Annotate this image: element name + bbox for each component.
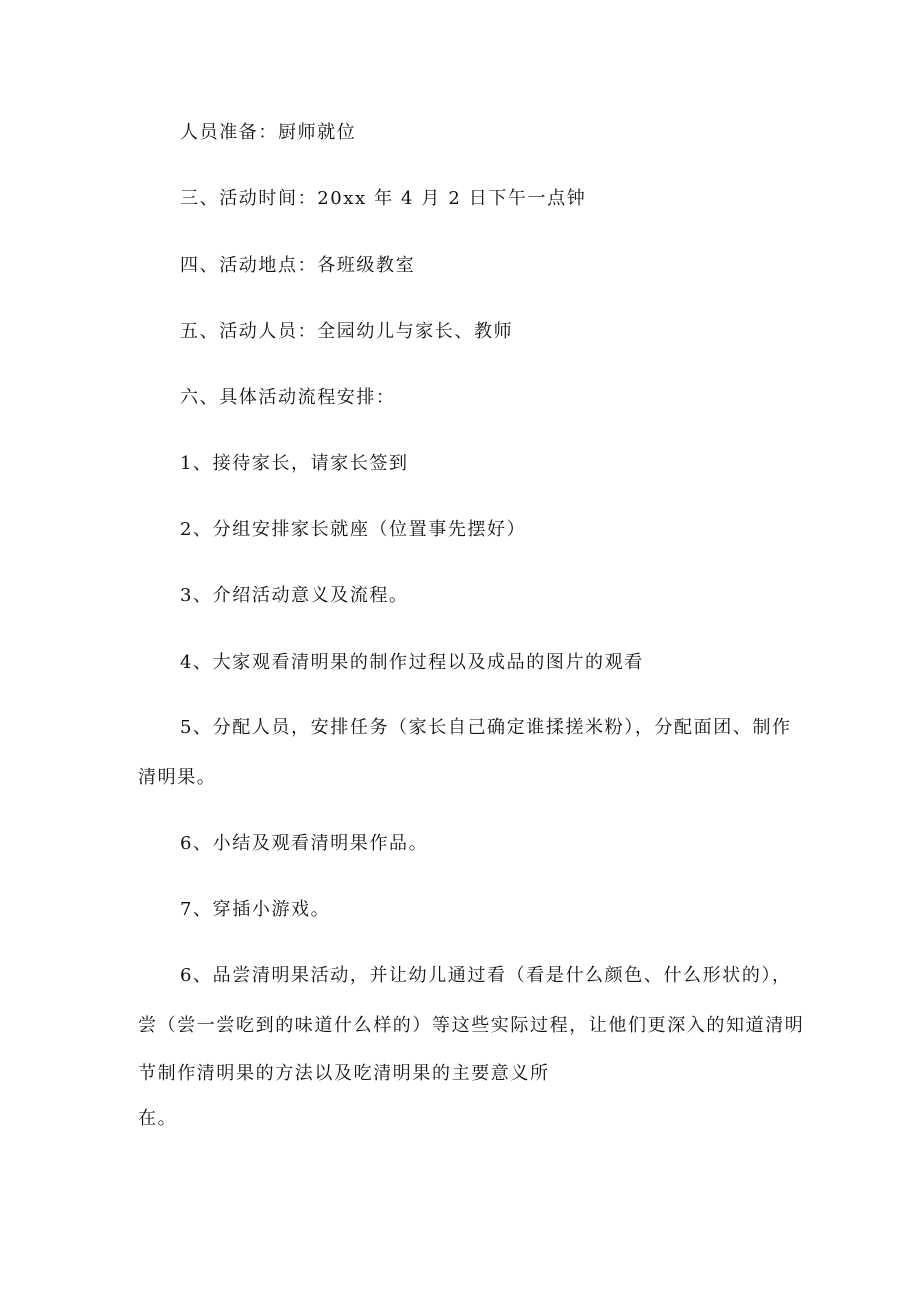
line-activity-location: 四、活动地点：各班级教室 bbox=[180, 255, 416, 276]
line-step-5-continued: 清明果。 bbox=[138, 767, 217, 788]
line-step-6: 6、小结及观看清明果作品。 bbox=[180, 833, 429, 854]
line-tasting-paragraph-2: 尝（尝一尝吃到的味道什么样的）等这些实际过程，让他们更深入的知道清明 bbox=[138, 1015, 805, 1036]
line-step-2: 2、分组安排家长就座（位置事先摆好） bbox=[180, 519, 527, 540]
line-activity-time: 三、活动时间：20xx 年 4 月 2 日下午一点钟 bbox=[180, 188, 587, 209]
line-activity-participants: 五、活动人员：全园幼儿与家长、教师 bbox=[180, 321, 514, 342]
line-step-1: 1、接待家长，请家长签到 bbox=[180, 453, 409, 474]
line-step-4: 4、大家观看清明果的制作过程以及成品的图片的观看 bbox=[180, 652, 644, 673]
line-process-heading: 六、具体活动流程安排： bbox=[180, 387, 396, 408]
line-tasting-paragraph-3: 节制作清明果的方法以及吃清明果的主要意义所 bbox=[138, 1063, 550, 1084]
line-step-5: 5、分配人员，安排任务（家长自己确定谁揉搓米粉），分配面团、制作 bbox=[180, 717, 792, 738]
line-step-7: 7、穿插小游戏。 bbox=[180, 899, 331, 920]
line-step-3: 3、介绍活动意义及流程。 bbox=[180, 585, 409, 606]
line-tasting-paragraph-1: 6、品尝清明果活动，并让幼儿通过看（看是什么颜色、什么形状的）， bbox=[180, 965, 792, 986]
line-staff-preparation: 人员准备：厨师就位 bbox=[180, 122, 357, 143]
line-tasting-paragraph-4: 在。 bbox=[138, 1108, 178, 1129]
